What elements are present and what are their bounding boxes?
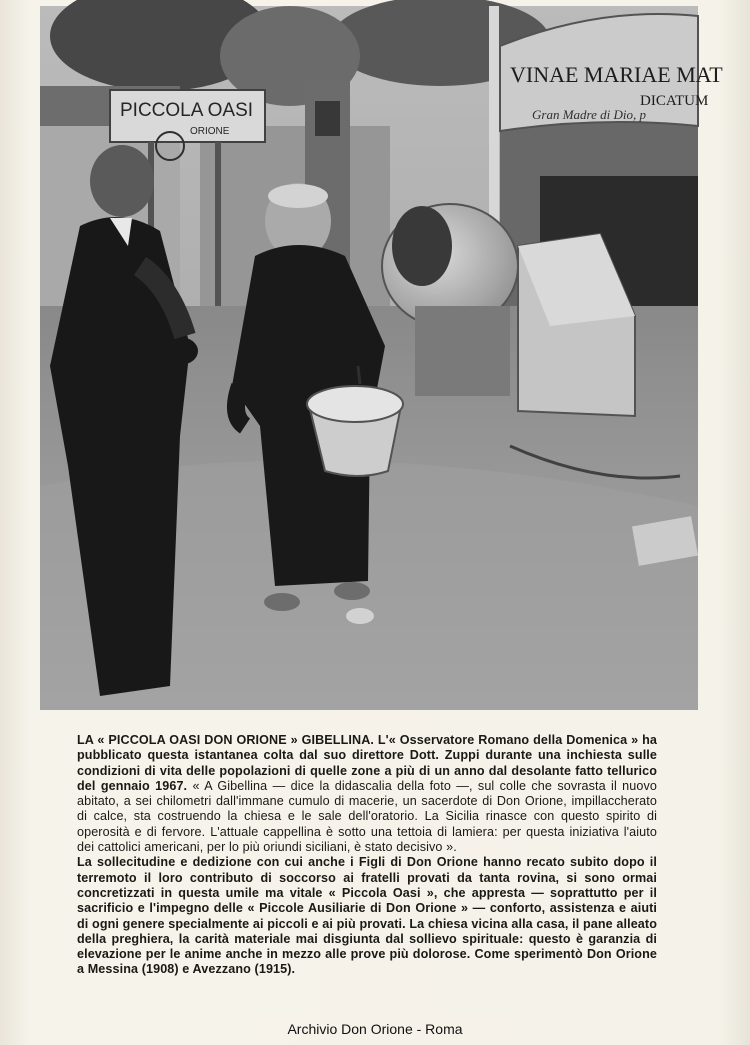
archive-footer: Archivio Don Orione - Roma xyxy=(287,1021,463,1037)
sign-right-line1: VINAE MARIAE MAT xyxy=(510,62,723,87)
caption-paragraph-1 xyxy=(77,733,657,855)
caption-heading: LA « PICCOLA OASI DON ORIONE » GIBELLINA. xyxy=(77,733,374,747)
sign-right-line3: Gran Madre di Dio, p xyxy=(532,107,646,122)
sign-left-line2: ORIONE xyxy=(190,126,230,137)
sign-left-line1: PICCOLA OASI xyxy=(120,100,254,121)
caption-quote: « A Gibellina — dice la didascalia della foto —, sul colle che sovrasta il nuovo abitato, a sei chilometri dall'immane cumulo di macerie, un sacerdote di Don Orione, impillaccherato di calce, sta costruendo la chiesa e le sale dell'oratorio. La Sicilia rinasce con questo spirito di operosità e di fervore. L'attuale cappellina è sotto una tettoia di lamiera: per questa iniziativa l'aiuto dei cattolici americani, per lo più oriundi siciliani, è stato decisivo ». xyxy=(77,778,658,855)
caption-intro: L'« Osservatore Romano della Domenica » ha pubblicato questa istantanea colta dal suo direttore Dott. Zuppi durante una inchiesta sulle condizioni di vita delle popolazioni di quelle zone a più di un anno dal desolante fatto tellurico del gennaio 1967. xyxy=(77,733,657,793)
photograph xyxy=(40,6,723,710)
caption-paragraph-2: La sollecitudine e dedizione con cui anche i Figli di Don Orione hanno recato subito dopo il terremoto il loro contributo di soccorso ai fratelli provati da tanta rovina, si sono ormai concretizzati in questa umile ma vitale « Piccola Oasi », che appresta — soprattutto per il sacrificio e l'impegno delle « Piccole Ausiliarie di Don Orione » — conforto, assistenza e aiuti di ogni genere specialmente ai piccoli e ai più provati. La chiesa vicina alla casa, il pane alleato della preghiera, la carità materiale mai disgiunta dal sollievo spirituale: questo è garanzia di elevazione per le anime anche in mezzo alle prove più dolorose. Come sperimentò Don Orione a Messina (1908) e Avezzano (1915). xyxy=(77,855,657,977)
sign-right-line2: DICATUM xyxy=(640,93,709,109)
photo-caption xyxy=(77,733,657,978)
